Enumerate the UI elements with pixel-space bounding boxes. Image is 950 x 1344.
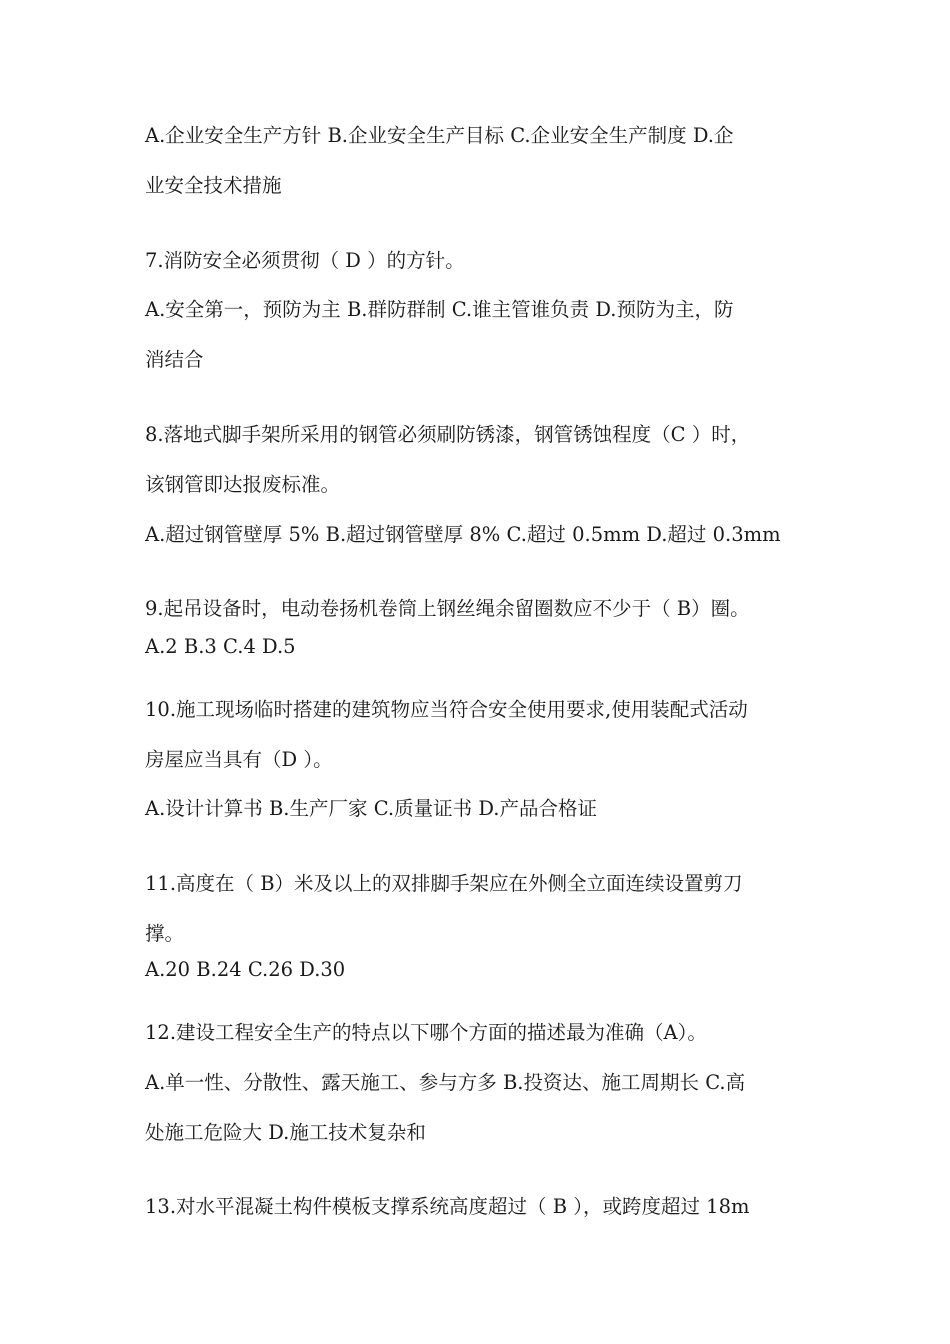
- option-line-q7: A.安全第一，预防为主 B.群防群制 C.谁主管谁负责 D.预防为主，防: [145, 298, 734, 321]
- option-line-q7-cont: 消结合: [145, 348, 204, 371]
- question-7: 7.消防安全必须贯彻（ D ）的方针。: [145, 249, 465, 272]
- question-13: 13.对水平混凝土构件模板支撑系统高度超过（ B ），或跨度超过 18m: [145, 1195, 750, 1218]
- option-line-q6-cont: 业安全技术措施: [145, 174, 282, 197]
- question-11: 11.高度在（ B）米及以上的双排脚手架应在外侧全立面连续设置剪刀: [145, 872, 743, 895]
- question-8-cont: 该钢管即达报废标准。: [145, 473, 341, 496]
- option-line-q10: A.设计计算书 B.生产厂家 C.质量证书 D.产品合格证: [145, 797, 597, 820]
- option-line-q12-cont: 处施工危险大 D.施工技术复杂和: [145, 1121, 426, 1144]
- option-line-q9: A.2 B.3 C.4 D.5: [145, 635, 296, 658]
- question-8: 8.落地式脚手架所采用的钢管必须刷防锈漆，钢管锈蚀程度（C ）时，: [145, 423, 751, 446]
- option-line-q8: A.超过钢管壁厚 5% B.超过钢管壁厚 8% C.超过 0.5mm D.超过 0.3mm: [145, 523, 781, 546]
- question-11-cont: 撑。: [145, 922, 185, 945]
- question-9: 9.起吊设备时，电动卷扬机卷筒上钢丝绳余留圈数应不少于（ B）圈。: [145, 597, 750, 620]
- option-line-q6: A.企业安全生产方针 B.企业安全生产目标 C.企业安全生产制度 D.企: [145, 124, 734, 147]
- question-12: 12.建设工程安全生产的特点以下哪个方面的描述最为准确（A）。: [145, 1021, 707, 1044]
- question-10: 10.施工现场临时搭建的建筑物应当符合安全使用要求,使用装配式活动: [145, 698, 748, 721]
- question-10-cont: 房屋应当具有（D ）。: [145, 748, 333, 771]
- option-line-q12: A.单一性、分散性、露天施工、参与方多 B.投资达、施工周期长 C.高: [145, 1071, 746, 1094]
- option-line-q11: A.20 B.24 C.26 D.30: [145, 958, 346, 981]
